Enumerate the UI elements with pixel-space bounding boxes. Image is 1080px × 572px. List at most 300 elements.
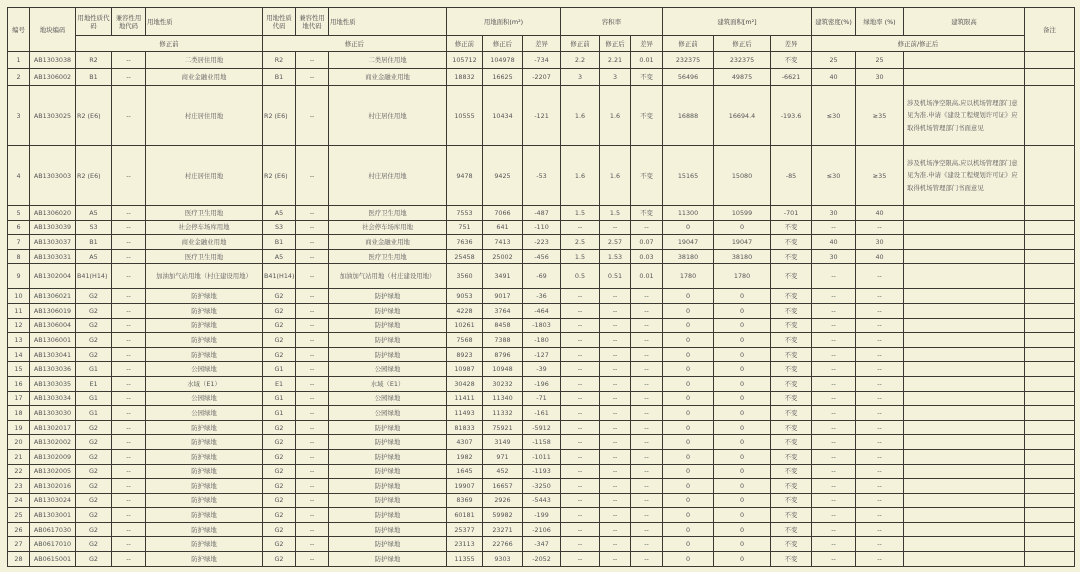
cell-no: 24 <box>8 493 30 508</box>
cell-gfa-after: 15080 <box>714 146 771 206</box>
cell-density: -- <box>812 376 856 391</box>
cell-gfa-before: 0 <box>663 552 714 567</box>
cell-green-rate: 40 <box>856 249 904 264</box>
cell-post-compat-code: -- <box>296 464 329 479</box>
cell-density: -- <box>812 264 856 289</box>
cell-post-use: 公园绿地 <box>329 362 447 377</box>
cell-parcel-code: AB1303036 <box>30 362 76 377</box>
cell-green-rate: ≥35 <box>856 86 904 146</box>
cell-note <box>1025 318 1075 333</box>
cell-pre-use-code: G1 <box>76 362 112 377</box>
cell-area-diff: -487 <box>523 206 561 221</box>
cell-post-use-code: G2 <box>263 479 296 494</box>
cell-area-diff: -223 <box>523 235 561 250</box>
cell-pre-use-code: G1 <box>76 406 112 421</box>
cell-gfa-before: 19047 <box>663 235 714 250</box>
cell-pre-compat-code: -- <box>112 537 146 552</box>
cell-note <box>1025 249 1075 264</box>
cell-gfa-after: 0 <box>714 522 771 537</box>
cell-post-use-code: G2 <box>263 303 296 318</box>
cell-height-limit <box>904 552 1025 567</box>
cell-parcel-code: AB1303024 <box>30 493 76 508</box>
cell-far-after: -- <box>600 362 631 377</box>
cell-height-limit <box>904 508 1025 523</box>
cell-no: 21 <box>8 449 30 464</box>
cell-parcel-code: AB1306019 <box>30 303 76 318</box>
cell-density: -- <box>812 420 856 435</box>
cell-far-after: 0.51 <box>600 264 631 289</box>
header-height-limit: 建筑限高 <box>904 8 1025 36</box>
cell-note <box>1025 289 1075 304</box>
cell-no: 17 <box>8 391 30 406</box>
cell-far-after: -- <box>600 464 631 479</box>
cell-area-before: 1645 <box>447 464 483 479</box>
cell-density: ≤30 <box>812 146 856 206</box>
cell-post-compat-code: -- <box>296 391 329 406</box>
cell-gfa-before: 11300 <box>663 206 714 221</box>
cell-area-diff: -36 <box>523 289 561 304</box>
cell-pre-use-code: G2 <box>76 522 112 537</box>
cell-pre-use: 防护绿地 <box>146 537 263 552</box>
cell-gfa-diff: 不变 <box>771 318 812 333</box>
cell-far-after: 2.57 <box>600 235 631 250</box>
cell-no: 14 <box>8 347 30 362</box>
cell-height-limit <box>904 464 1025 479</box>
cell-gfa-after: 0 <box>714 435 771 450</box>
cell-note <box>1025 508 1075 523</box>
cell-far-before: -- <box>561 318 600 333</box>
cell-post-compat-code: -- <box>296 479 329 494</box>
cell-area-diff: -2052 <box>523 552 561 567</box>
table-row <box>8 52 1075 69</box>
cell-no: 19 <box>8 420 30 435</box>
cell-far-after: -- <box>600 347 631 362</box>
cell-gfa-diff: -85 <box>771 146 812 206</box>
header-gfa: 建筑面积[m²] <box>663 8 812 36</box>
cell-note <box>1025 303 1075 318</box>
cell-far-before: -- <box>561 362 600 377</box>
cell-pre-compat-code: -- <box>112 508 146 523</box>
cell-no: 23 <box>8 479 30 494</box>
cell-density: -- <box>812 522 856 537</box>
table-row <box>8 479 1075 494</box>
cell-post-compat-code: -- <box>296 206 329 221</box>
cell-area-before: 23113 <box>447 537 483 552</box>
cell-green-rate: -- <box>856 449 904 464</box>
cell-post-use-code: G2 <box>263 552 296 567</box>
cell-gfa-after: 0 <box>714 347 771 362</box>
cell-far-diff: 0.01 <box>631 264 663 289</box>
cell-area-diff: -180 <box>523 333 561 348</box>
cell-post-use-code: G2 <box>263 537 296 552</box>
cell-parcel-code: AB0615001 <box>30 552 76 567</box>
cell-post-use-code: R2 (E6) <box>263 86 296 146</box>
cell-post-compat-code: -- <box>296 220 329 235</box>
cell-pre-use-code: G2 <box>76 289 112 304</box>
cell-area-after: 452 <box>483 464 523 479</box>
cell-area-after: 75921 <box>483 420 523 435</box>
cell-no: 5 <box>8 206 30 221</box>
cell-note <box>1025 522 1075 537</box>
cell-area-after: 23271 <box>483 522 523 537</box>
cell-pre-use-code: A5 <box>76 249 112 264</box>
cell-green-rate: -- <box>856 435 904 450</box>
cell-parcel-code: AB1303041 <box>30 347 76 362</box>
cell-post-use-code: G1 <box>263 391 296 406</box>
cell-pre-compat-code: -- <box>112 435 146 450</box>
cell-height-limit <box>904 537 1025 552</box>
cell-no: 18 <box>8 406 30 421</box>
cell-density: -- <box>812 347 856 362</box>
cell-area-after: 30232 <box>483 376 523 391</box>
cell-pre-compat-code: -- <box>112 333 146 348</box>
cell-pre-use: 防护绿地 <box>146 303 263 318</box>
cell-area-after: 7066 <box>483 206 523 221</box>
header-post-use: 用地性质 <box>329 8 447 36</box>
cell-post-compat-code: -- <box>296 235 329 250</box>
cell-area-before: 105712 <box>447 52 483 69</box>
cell-post-use-code: B41(H14) <box>263 264 296 289</box>
cell-pre-compat-code: -- <box>112 391 146 406</box>
cell-post-use-code: G2 <box>263 493 296 508</box>
cell-density: -- <box>812 479 856 494</box>
cell-area-diff: -1803 <box>523 318 561 333</box>
cell-parcel-code: AB1302004 <box>30 264 76 289</box>
cell-density: 30 <box>812 249 856 264</box>
cell-pre-use: 公园绿地 <box>146 391 263 406</box>
cell-post-compat-code: -- <box>296 289 329 304</box>
cell-pre-use-code: B41(H14) <box>76 264 112 289</box>
header-note: 备注 <box>1025 8 1075 52</box>
cell-gfa-before: 0 <box>663 347 714 362</box>
cell-height-limit: 涉及机场净空限高,应以机场管理部门意见为准.申请《建设工程规划许可证》应取得机场管理部门书面意见 <box>904 146 1025 206</box>
cell-height-limit <box>904 376 1025 391</box>
cell-density: -- <box>812 493 856 508</box>
cell-area-before: 7553 <box>447 206 483 221</box>
table-row <box>8 464 1075 479</box>
cell-area-before: 4228 <box>447 303 483 318</box>
cell-area-diff: -110 <box>523 220 561 235</box>
cell-post-use-code: E1 <box>263 376 296 391</box>
table-row <box>8 86 1075 146</box>
cell-gfa-after: 0 <box>714 362 771 377</box>
cell-far-diff: -- <box>631 420 663 435</box>
cell-post-use-code: G2 <box>263 464 296 479</box>
cell-gfa-after: 0 <box>714 537 771 552</box>
cell-gfa-before: 0 <box>663 303 714 318</box>
cell-note <box>1025 391 1075 406</box>
cell-area-after: 3491 <box>483 264 523 289</box>
cell-gfa-after: 0 <box>714 318 771 333</box>
cell-height-limit <box>904 479 1025 494</box>
cell-far-diff: -- <box>631 376 663 391</box>
cell-density: -- <box>812 220 856 235</box>
cell-pre-use: 防护绿地 <box>146 435 263 450</box>
cell-post-use: 防护绿地 <box>329 303 447 318</box>
cell-far-diff: -- <box>631 552 663 567</box>
cell-post-use: 防护绿地 <box>329 464 447 479</box>
cell-green-rate: -- <box>856 376 904 391</box>
cell-area-after: 3149 <box>483 435 523 450</box>
cell-area-diff: -1011 <box>523 449 561 464</box>
cell-post-use-code: G1 <box>263 406 296 421</box>
cell-post-use-code: R2 <box>263 52 296 69</box>
cell-far-before: -- <box>561 435 600 450</box>
cell-far-diff: -- <box>631 508 663 523</box>
cell-pre-use-code: B1 <box>76 235 112 250</box>
cell-gfa-diff: 不变 <box>771 303 812 318</box>
cell-far-before: -- <box>561 508 600 523</box>
cell-area-after: 16625 <box>483 69 523 86</box>
cell-far-before: 2.2 <box>561 52 600 69</box>
cell-post-compat-code: -- <box>296 362 329 377</box>
cell-area-before: 7636 <box>447 235 483 250</box>
cell-note <box>1025 449 1075 464</box>
cell-far-after: -- <box>600 333 631 348</box>
cell-gfa-diff: 不变 <box>771 264 812 289</box>
cell-pre-compat-code: -- <box>112 522 146 537</box>
cell-post-compat-code: -- <box>296 86 329 146</box>
cell-post-use-code: G2 <box>263 508 296 523</box>
cell-gfa-diff: 不变 <box>771 376 812 391</box>
cell-gfa-diff: 不变 <box>771 249 812 264</box>
cell-gfa-diff: -701 <box>771 206 812 221</box>
cell-far-diff: -- <box>631 464 663 479</box>
cell-pre-use-code: G2 <box>76 318 112 333</box>
land-use-correction-table <box>7 7 1075 567</box>
cell-area-before: 10555 <box>447 86 483 146</box>
cell-far-after: -- <box>600 522 631 537</box>
cell-no: 28 <box>8 552 30 567</box>
header-parcel-code: 地块编码 <box>30 8 76 52</box>
cell-pre-compat-code: -- <box>112 552 146 567</box>
cell-no: 27 <box>8 537 30 552</box>
cell-post-use: 防护绿地 <box>329 289 447 304</box>
cell-post-compat-code: -- <box>296 493 329 508</box>
cell-far-before: 1.5 <box>561 249 600 264</box>
header-gfa-diff: 差异 <box>771 36 812 52</box>
cell-pre-use: 防护绿地 <box>146 493 263 508</box>
cell-area-before: 751 <box>447 220 483 235</box>
cell-post-use-code: G2 <box>263 420 296 435</box>
cell-pre-use-code: R2 (E6) <box>76 86 112 146</box>
cell-far-diff: -- <box>631 493 663 508</box>
cell-gfa-before: 38180 <box>663 249 714 264</box>
cell-post-use: 加油加气站用地（村庄建设用地） <box>329 264 447 289</box>
cell-gfa-before: 0 <box>663 464 714 479</box>
cell-post-use: 防护绿地 <box>329 449 447 464</box>
cell-pre-compat-code: -- <box>112 303 146 318</box>
cell-area-diff: -1193 <box>523 464 561 479</box>
cell-gfa-diff: 不变 <box>771 552 812 567</box>
cell-gfa-diff: 不变 <box>771 391 812 406</box>
cell-post-compat-code: -- <box>296 303 329 318</box>
cell-post-use: 医疗卫生用地 <box>329 206 447 221</box>
cell-post-compat-code: -- <box>296 552 329 567</box>
cell-note <box>1025 362 1075 377</box>
cell-post-use: 防护绿地 <box>329 537 447 552</box>
cell-density: -- <box>812 464 856 479</box>
cell-height-limit: 涉及机场净空限高,应以机场管理部门意见为准.申请《建设工程规划许可证》应取得机场管理部门书面意见 <box>904 86 1025 146</box>
cell-post-use: 二类居住用地 <box>329 52 447 69</box>
cell-height-limit <box>904 264 1025 289</box>
cell-green-rate: -- <box>856 318 904 333</box>
cell-gfa-before: 1780 <box>663 264 714 289</box>
cell-far-after: 2.21 <box>600 52 631 69</box>
cell-no: 3 <box>8 86 30 146</box>
table-row <box>8 318 1075 333</box>
header-before-after: 修正前/修正后 <box>812 36 1025 52</box>
cell-gfa-diff: 不变 <box>771 479 812 494</box>
cell-area-after: 7413 <box>483 235 523 250</box>
cell-gfa-diff: 不变 <box>771 420 812 435</box>
cell-gfa-diff: 不变 <box>771 52 812 69</box>
cell-pre-use: 社会停车场库用地 <box>146 220 263 235</box>
cell-pre-compat-code: -- <box>112 318 146 333</box>
cell-area-before: 3560 <box>447 264 483 289</box>
cell-density: 25 <box>812 52 856 69</box>
cell-far-after: -- <box>600 508 631 523</box>
cell-density: -- <box>812 406 856 421</box>
cell-pre-use-code: G2 <box>76 464 112 479</box>
cell-area-diff: -5912 <box>523 420 561 435</box>
cell-pre-use: 防护绿地 <box>146 347 263 362</box>
cell-area-diff: -161 <box>523 406 561 421</box>
header-far-before: 修正前 <box>561 36 600 52</box>
cell-far-before: -- <box>561 552 600 567</box>
cell-gfa-before: 0 <box>663 537 714 552</box>
cell-gfa-diff: -6621 <box>771 69 812 86</box>
cell-far-after: -- <box>600 552 631 567</box>
table-row <box>8 289 1075 304</box>
cell-density: -- <box>812 333 856 348</box>
cell-area-diff: -2207 <box>523 69 561 86</box>
cell-gfa-diff: 不变 <box>771 289 812 304</box>
header-no: 编号 <box>8 8 30 52</box>
cell-far-diff: 0.07 <box>631 235 663 250</box>
cell-far-after: -- <box>600 220 631 235</box>
cell-parcel-code: AB1302005 <box>30 464 76 479</box>
cell-gfa-before: 0 <box>663 479 714 494</box>
cell-post-use: 防护绿地 <box>329 508 447 523</box>
cell-pre-compat-code: -- <box>112 449 146 464</box>
cell-post-compat-code: -- <box>296 69 329 86</box>
cell-pre-use-code: G2 <box>76 333 112 348</box>
cell-gfa-diff: 不变 <box>771 235 812 250</box>
cell-density: 40 <box>812 69 856 86</box>
cell-parcel-code: AB1303003 <box>30 146 76 206</box>
cell-note <box>1025 420 1075 435</box>
cell-height-limit <box>904 493 1025 508</box>
cell-green-rate: -- <box>856 362 904 377</box>
cell-parcel-code: AB1306004 <box>30 318 76 333</box>
cell-pre-compat-code: -- <box>112 406 146 421</box>
cell-far-diff: -- <box>631 479 663 494</box>
cell-far-before: -- <box>561 406 600 421</box>
cell-gfa-after: 0 <box>714 493 771 508</box>
cell-far-before: 0.5 <box>561 264 600 289</box>
cell-pre-use-code: G2 <box>76 303 112 318</box>
cell-height-limit <box>904 206 1025 221</box>
cell-area-after: 9017 <box>483 289 523 304</box>
cell-far-after: 1.6 <box>600 86 631 146</box>
cell-far-diff: -- <box>631 537 663 552</box>
cell-pre-use: 医疗卫生用地 <box>146 249 263 264</box>
cell-area-before: 19907 <box>447 479 483 494</box>
cell-post-use-code: B1 <box>263 69 296 86</box>
cell-far-diff: 不变 <box>631 206 663 221</box>
cell-area-after: 59982 <box>483 508 523 523</box>
cell-far-after: -- <box>600 479 631 494</box>
table-row <box>8 347 1075 362</box>
cell-pre-compat-code: -- <box>112 289 146 304</box>
cell-no: 8 <box>8 249 30 264</box>
cell-green-rate: -- <box>856 479 904 494</box>
cell-far-after: -- <box>600 420 631 435</box>
cell-far-before: -- <box>561 220 600 235</box>
cell-pre-compat-code: -- <box>112 206 146 221</box>
table-row <box>8 146 1075 206</box>
cell-pre-use: 公园绿地 <box>146 406 263 421</box>
cell-height-limit <box>904 406 1025 421</box>
cell-pre-use-code: G2 <box>76 508 112 523</box>
cell-note <box>1025 235 1075 250</box>
cell-pre-use-code: G2 <box>76 420 112 435</box>
cell-height-limit <box>904 435 1025 450</box>
cell-post-use: 防护绿地 <box>329 333 447 348</box>
cell-area-after: 22766 <box>483 537 523 552</box>
cell-height-limit <box>904 249 1025 264</box>
table-row <box>8 449 1075 464</box>
header-land-area: 用地面积(m²) <box>447 8 561 36</box>
cell-pre-use: 防护绿地 <box>146 333 263 348</box>
cell-height-limit <box>904 391 1025 406</box>
table-row <box>8 522 1075 537</box>
cell-area-after: 10948 <box>483 362 523 377</box>
cell-area-after: 9303 <box>483 552 523 567</box>
cell-pre-use: 防护绿地 <box>146 552 263 567</box>
cell-pre-use-code: G2 <box>76 493 112 508</box>
cell-gfa-diff: 不变 <box>771 537 812 552</box>
cell-gfa-before: 0 <box>663 333 714 348</box>
cell-gfa-diff: -193.6 <box>771 86 812 146</box>
cell-area-diff: -734 <box>523 52 561 69</box>
cell-post-compat-code: -- <box>296 264 329 289</box>
cell-far-diff: -- <box>631 289 663 304</box>
cell-pre-compat-code: -- <box>112 220 146 235</box>
cell-area-after: 25002 <box>483 249 523 264</box>
cell-post-compat-code: -- <box>296 420 329 435</box>
cell-area-after: 11332 <box>483 406 523 421</box>
cell-far-before: -- <box>561 289 600 304</box>
table-row <box>8 406 1075 421</box>
cell-post-use: 商业金融业用地 <box>329 235 447 250</box>
cell-gfa-before: 0 <box>663 420 714 435</box>
cell-pre-use: 防护绿地 <box>146 420 263 435</box>
cell-post-use-code: G2 <box>263 289 296 304</box>
cell-height-limit <box>904 333 1025 348</box>
cell-gfa-after: 38180 <box>714 249 771 264</box>
cell-green-rate: 30 <box>856 235 904 250</box>
cell-gfa-before: 15165 <box>663 146 714 206</box>
cell-parcel-code: AB1306021 <box>30 289 76 304</box>
cell-far-diff: -- <box>631 333 663 348</box>
cell-post-use: 防护绿地 <box>329 347 447 362</box>
cell-pre-compat-code: -- <box>112 86 146 146</box>
cell-note <box>1025 464 1075 479</box>
cell-gfa-before: 0 <box>663 376 714 391</box>
cell-pre-use-code: S3 <box>76 220 112 235</box>
